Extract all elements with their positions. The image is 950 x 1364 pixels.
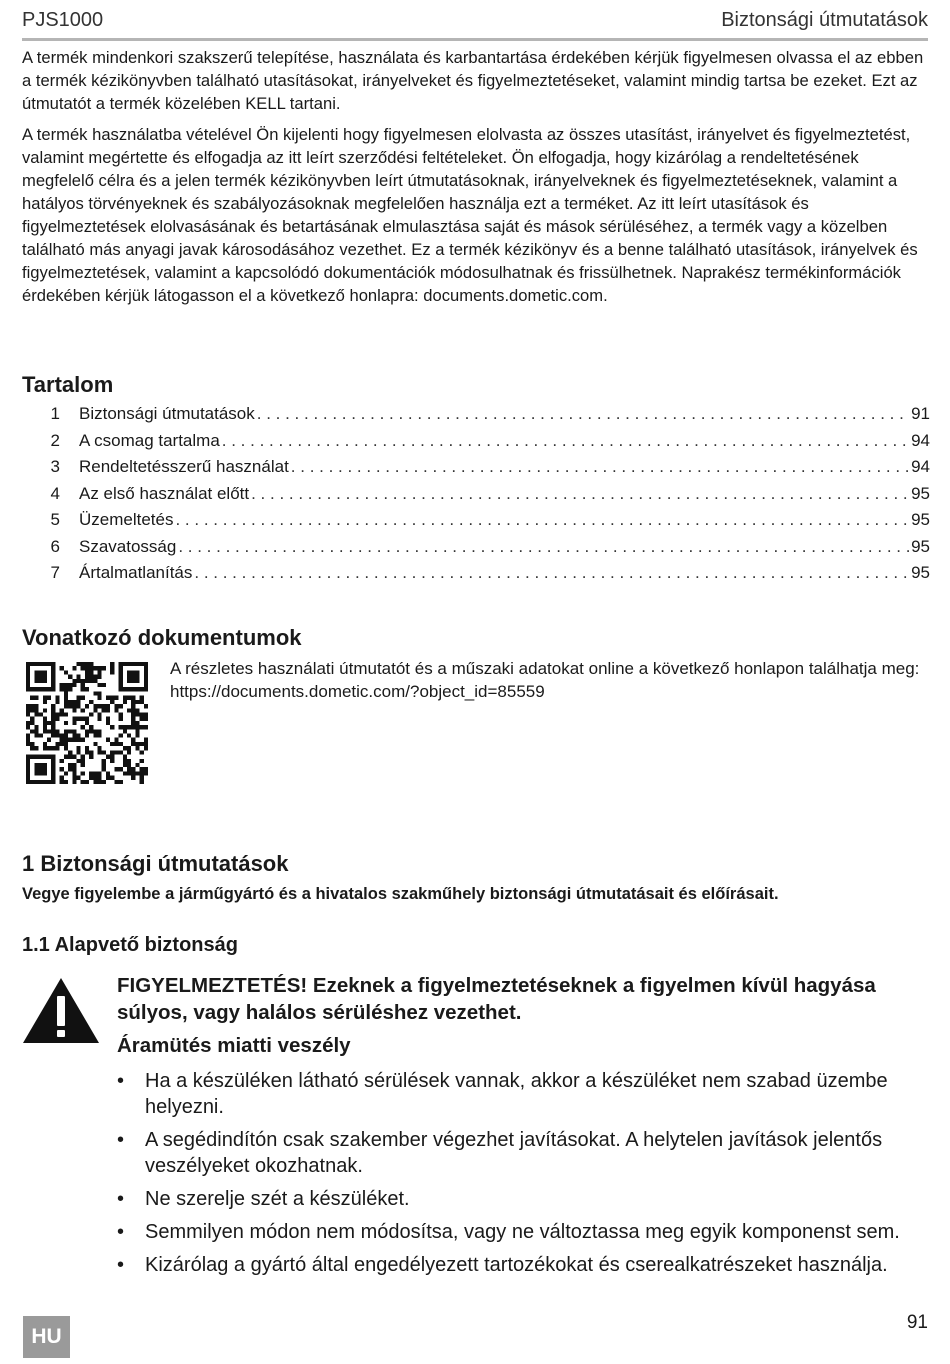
toc-item[interactable]: [22, 537, 930, 564]
toc-item-number: 7: [50, 563, 60, 582]
toc-leader-dots: [222, 431, 909, 451]
related-docs-description: A részletes használati útmutatót és a műszaki adatokat online a következő honlapon találhatja meg:: [170, 659, 920, 678]
toc-item-number: 2: [50, 430, 60, 450]
intro-paragraph-2: A termék használatba vételével Ön kijelenti hogy figyelmesen elolvasta az összes utasítást, irányelvet és figyelmeztetést, valamint megértette és elfogadja az itt leírt szerződési feltételeket. Ön elfogadja, hogy kizárólag a rendeltetésének megfelelő célra és a jelen termék kézikönyvben leírt útmutatásoknak, irányelveknek és figyelmeztetéseknek, valamint a hatályos törvényeknek és szabályozásoknak megfelelően használja ezt a terméket. Az itt leírt utasítások és figyelmeztetések elolvasásának és betartásának elmulasztása saját és mások sérüléséhez, a termék vagy a közelben található más anyagi javak károsodásához vezethet. Ez a termék kézikönyv és a benne található utasítások, irányelvek és figyelmeztetések, valamint a kapcsolódó dokumentációk módosulhatnak és frissülhetnek. Naprakész termékinformációk érdekében kérjük látogasson el a következő honlapra: documents.dometic.com.: [22, 125, 918, 305]
warning-triangle-icon: [22, 976, 100, 1044]
table-of-contents: [22, 404, 930, 590]
toc-leader-dots: [194, 563, 909, 583]
toc-item-page: 95: [911, 510, 930, 529]
toc-item-page: 95: [911, 536, 930, 556]
related-docs-heading: Vonatkozó dokumentumok: [22, 625, 302, 650]
toc-item-number: 4: [50, 483, 60, 503]
toc-leader-dots: [257, 404, 909, 424]
toc-item-title: Az első használat előtt: [79, 483, 250, 503]
toc-item-page: 91: [911, 404, 930, 423]
toc-item-page: 94: [911, 430, 930, 450]
section-1-note: Vegye figyelembe a járműgyártó és a hivatalos szakműhely biztonsági útmutatásait és előírásait.: [22, 885, 779, 903]
qr-code: [26, 662, 148, 784]
list-item: • Ne szerelje szét a készüléket.: [117, 1186, 932, 1212]
toc-item-title: A csomag tartalma: [79, 430, 220, 450]
product-name: PJS1000: [22, 9, 104, 31]
toc-item-title: Üzemeltetés: [79, 510, 174, 529]
list-item: • Ha a készüléken látható sérülések vannak, akkor a készüléket nem szabad üzembe helyezni.: [117, 1068, 932, 1120]
warning-text: FIGYELMEZTETÉS! Ezeknek a figyelmeztetéseknek a figyelmen kívül hagyása súlyos, vagy halálos sérüléshez vezethet.: [117, 974, 876, 1024]
related-docs-url[interactable]: https://documents.dometic.com/?object_id=85559: [170, 682, 545, 701]
toc-item-page: 94: [911, 457, 930, 476]
language-badge: HU: [23, 1316, 70, 1358]
toc-item[interactable]: [22, 563, 930, 590]
toc-leader-dots: [175, 510, 909, 530]
page-number: 91: [906, 1312, 928, 1333]
toc-item-number: 5: [50, 510, 60, 529]
toc-item-page: 95: [911, 483, 930, 503]
toc-item-number: 6: [50, 536, 60, 556]
toc-item-number: 1: [50, 404, 60, 423]
toc-item[interactable]: [22, 404, 930, 431]
toc-heading: Tartalom: [22, 372, 114, 397]
list-item: • A segédindítón csak szakember végezhet javításokat. A helytelen javítások jelentős veszélyeket okozhatnak.: [117, 1127, 932, 1179]
toc-item[interactable]: [22, 510, 930, 537]
toc-item-title: Szavatosság: [79, 536, 177, 556]
section-1-1-heading: 1.1 Alapvető biztonság: [22, 934, 238, 956]
toc-item-title: Biztonsági útmutatások: [79, 404, 255, 423]
related-docs-text: [170, 657, 930, 703]
toc-item[interactable]: [22, 457, 930, 484]
toc-item-title: Rendeltetésszerű használat: [79, 457, 289, 476]
list-item: • Kizárólag a gyártó által engedélyezett tartozékokat és cserealkatrészeket használja.: [117, 1252, 932, 1278]
toc-leader-dots: [291, 457, 909, 477]
toc-leader-dots: [178, 537, 909, 557]
toc-item-number: 3: [50, 457, 60, 476]
toc-item-title: Ártalmatlanítás: [79, 563, 193, 582]
intro-text: [22, 46, 930, 315]
list-item: • Semmilyen módon nem módosítsa, vagy ne változtassa meg egyik komponenst sem.: [117, 1219, 932, 1245]
toc-item[interactable]: [22, 431, 930, 458]
toc-item[interactable]: [22, 484, 930, 511]
section-1-heading: 1 Biztonsági útmutatások: [22, 851, 289, 876]
intro-paragraph-1: A termék mindenkori szakszerű telepítése, használata és karbantartása érdekében kérjük figyelmesen olvassa el az ebben a termék kézikönyvben található utasításokat, irányelveket és figyelmeztetéseket, valamint mindig tartsa be ezeket. Ezt az útmutatót a termék közelében KELL tartani.: [22, 48, 924, 113]
header-section-title: Biztonsági útmutatások: [721, 9, 928, 31]
hazard-heading: Áramütés miatti veszély: [117, 1034, 351, 1057]
safety-bullet-list: [117, 1068, 932, 1285]
page-header: [22, 8, 928, 41]
toc-leader-dots: [251, 484, 909, 504]
toc-item-page: 95: [911, 563, 930, 582]
